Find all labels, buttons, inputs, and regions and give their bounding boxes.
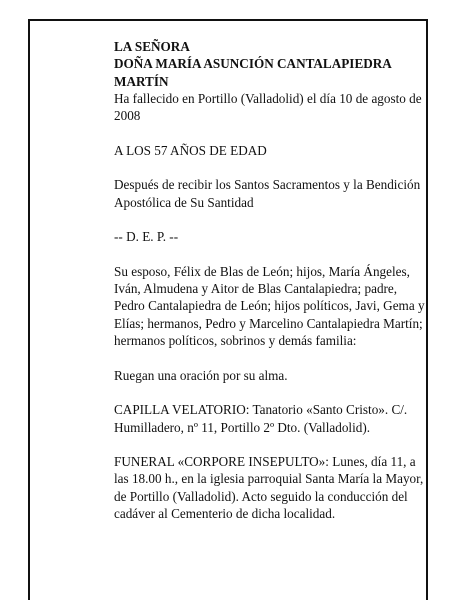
title-line: LA SEÑORA [114,39,190,54]
frame-top-border [28,19,428,21]
chapel-paragraph: CAPILLA VELATORIO: Tanatorio «Santo Cristo». C/. Humilladero, nº 11, Portillo 2º Dto. (Valladolid). [114,402,408,435]
death-info: Ha fallecido en Portillo (Valladolid) el día 10 de agosto de 2008 [114,90,422,124]
frame-left-border [28,19,30,600]
age-line: A LOS 57 AÑOS DE EDAD [114,142,267,158]
deceased-name: DOÑA MARÍA ASUNCIÓN CANTALAPIEDRA MARTÍN [114,56,392,89]
frame-right-border [426,19,428,600]
rip-line: -- D. E. P. -- [114,229,179,245]
obituary-text [114,38,426,540]
funeral-paragraph: FUNERAL «CORPORE INSEPULTO»: Lunes, día 11, a las 18.00 h., en la iglesia parroquial Santa María la Mayor, de Portillo (Valladolid). Acto seguido la conducción del cadáver al Cementerio de dicha localidad. [114,454,424,522]
family-paragraph: Su esposo, Félix de Blas de León; hijos, María Ángeles, Iván, Almudena y Aitor de Blas Cantalapiedra; padre, Pedro Cantalapiedra de León; hijos políticos, Javi, Gema y Elías; hermanos, Pedro y Marcelino Cantalapiedra Martín; hermanos políticos, sobrinos y demás familia: [114,263,425,349]
sacraments-line: Después de recibir los Santos Sacramentos y la Bendición Apostólica de Su Santidad [114,177,421,210]
prayer-line: Ruegan una oración por su alma. [114,367,288,383]
